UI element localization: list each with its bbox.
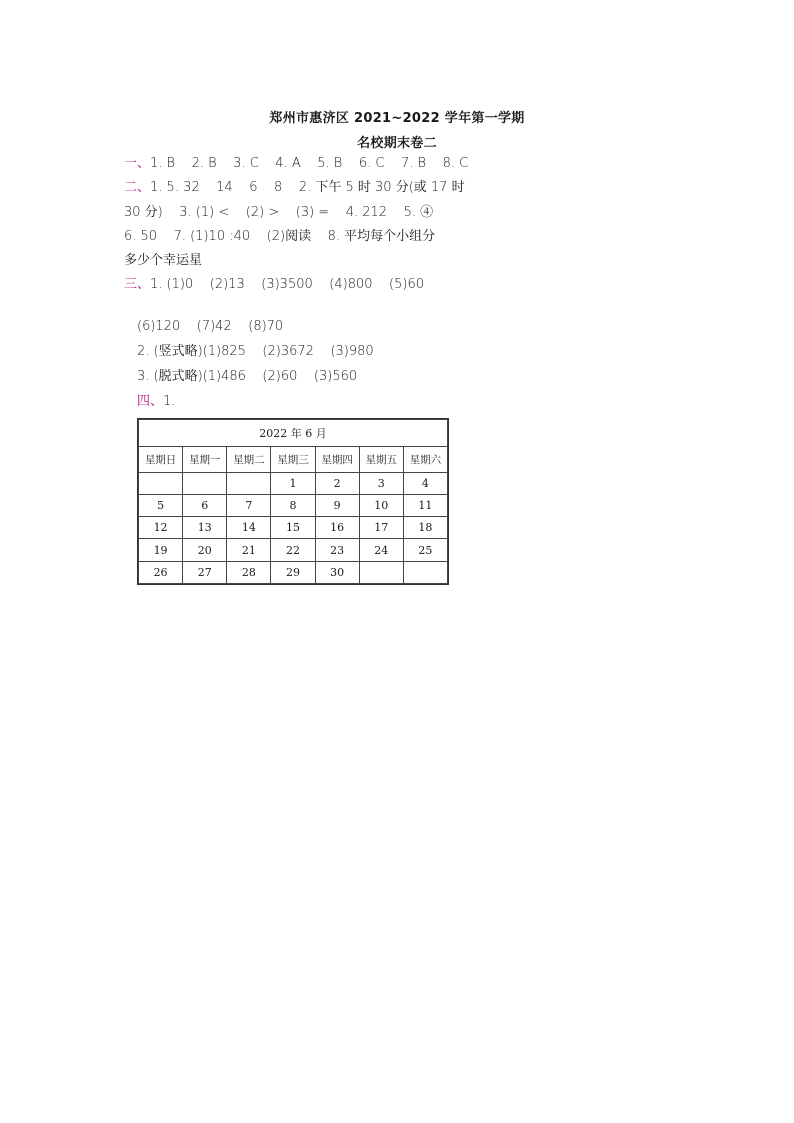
date-cell: 16 (315, 517, 359, 539)
weekday-header: 星期四 (315, 447, 359, 472)
date-cell: 18 (403, 517, 447, 539)
calendar-week-row (139, 539, 448, 561)
weekday-header: 星期一 (183, 447, 227, 472)
date-cell: 11 (403, 494, 447, 516)
answer-text: 30 分) 3. (1) < (2) > (3) = 4. 212 5. ④ (124, 205, 434, 220)
answer-text: 多少个幸运星 (124, 253, 203, 268)
calendar-week-row (139, 472, 448, 494)
date-cell: 9 (315, 494, 359, 516)
date-cell: 30 (315, 561, 359, 583)
date-cell: 29 (271, 561, 315, 583)
date-cell: 7 (227, 494, 271, 516)
calendar-week-row (139, 517, 448, 539)
weekday-header: 星期六 (403, 447, 447, 472)
date-cell (139, 472, 183, 494)
date-cell: 20 (183, 539, 227, 561)
section-label: 四、 (137, 394, 164, 409)
answer-line (124, 277, 424, 293)
answer-line (137, 344, 374, 360)
date-cell: 13 (183, 517, 227, 539)
answer-line (137, 369, 357, 385)
answer-line (124, 253, 202, 269)
date-cell: 28 (227, 561, 271, 583)
section-label: 一、 (124, 156, 151, 171)
answer-text: 3. (脱式略)(1)486 (2)60 (3)560 (137, 369, 358, 384)
answer-text: 1. 5. 32 14 6 8 2. 下午 5 时 30 分(或 17 时 (150, 180, 465, 195)
answer-text: (6)120 (7)42 (8)70 (137, 319, 284, 334)
date-cell: 27 (183, 561, 227, 583)
answer-text: 6. 50 7. (1)10 :40 (2)阅读 8. 平均每个小组分 (124, 229, 436, 244)
date-cell: 5 (139, 494, 183, 516)
answer-line (124, 180, 465, 196)
date-cell: 14 (227, 517, 271, 539)
date-cell (183, 472, 227, 494)
date-cell: 8 (271, 494, 315, 516)
answer-text: 1. (163, 394, 176, 409)
date-cell (403, 561, 447, 583)
document-subtitle: 名校期末卷二 (357, 136, 437, 151)
weekday-header: 星期五 (359, 447, 403, 472)
answer-text: 1. B 2. B 3. C 4. A 5. B 6. C 7. B 8. C (150, 156, 469, 171)
date-cell: 3 (359, 472, 403, 494)
date-cell: 24 (359, 539, 403, 561)
weekday-header: 星期日 (139, 447, 183, 472)
calendar-week-row (139, 561, 448, 583)
date-cell: 6 (183, 494, 227, 516)
answer-text: 1. (1)0 (2)13 (3)3500 (4)800 (5)60 (150, 277, 424, 292)
date-cell: 15 (271, 517, 315, 539)
answer-text: 2. (竖式略)(1)825 (2)3672 (3)980 (137, 344, 374, 359)
date-cell (359, 561, 403, 583)
answer-line (124, 205, 433, 221)
date-cell: 2 (315, 472, 359, 494)
calendar-caption: 2022 年 6 月 (139, 420, 448, 447)
date-cell: 17 (359, 517, 403, 539)
calendar-table (137, 418, 449, 585)
weekday-header: 星期二 (227, 447, 271, 472)
date-cell (227, 472, 271, 494)
date-cell: 26 (139, 561, 183, 583)
answer-line (137, 319, 283, 335)
section-label: 三、 (124, 277, 151, 292)
date-cell: 19 (139, 539, 183, 561)
date-cell: 12 (139, 517, 183, 539)
answer-line (124, 156, 468, 172)
date-cell: 21 (227, 539, 271, 561)
answer-line (124, 229, 435, 245)
date-cell: 4 (403, 472, 447, 494)
date-cell: 23 (315, 539, 359, 561)
date-cell: 25 (403, 539, 447, 561)
calendar-week-row (139, 494, 448, 516)
date-cell: 1 (271, 472, 315, 494)
answer-line (137, 394, 175, 410)
date-cell: 10 (359, 494, 403, 516)
document-title: 郑州市惠济区 2021~2022 学年第一学期 (269, 111, 525, 126)
date-cell: 22 (271, 539, 315, 561)
section-label: 二、 (124, 180, 151, 195)
weekday-header: 星期三 (271, 447, 315, 472)
